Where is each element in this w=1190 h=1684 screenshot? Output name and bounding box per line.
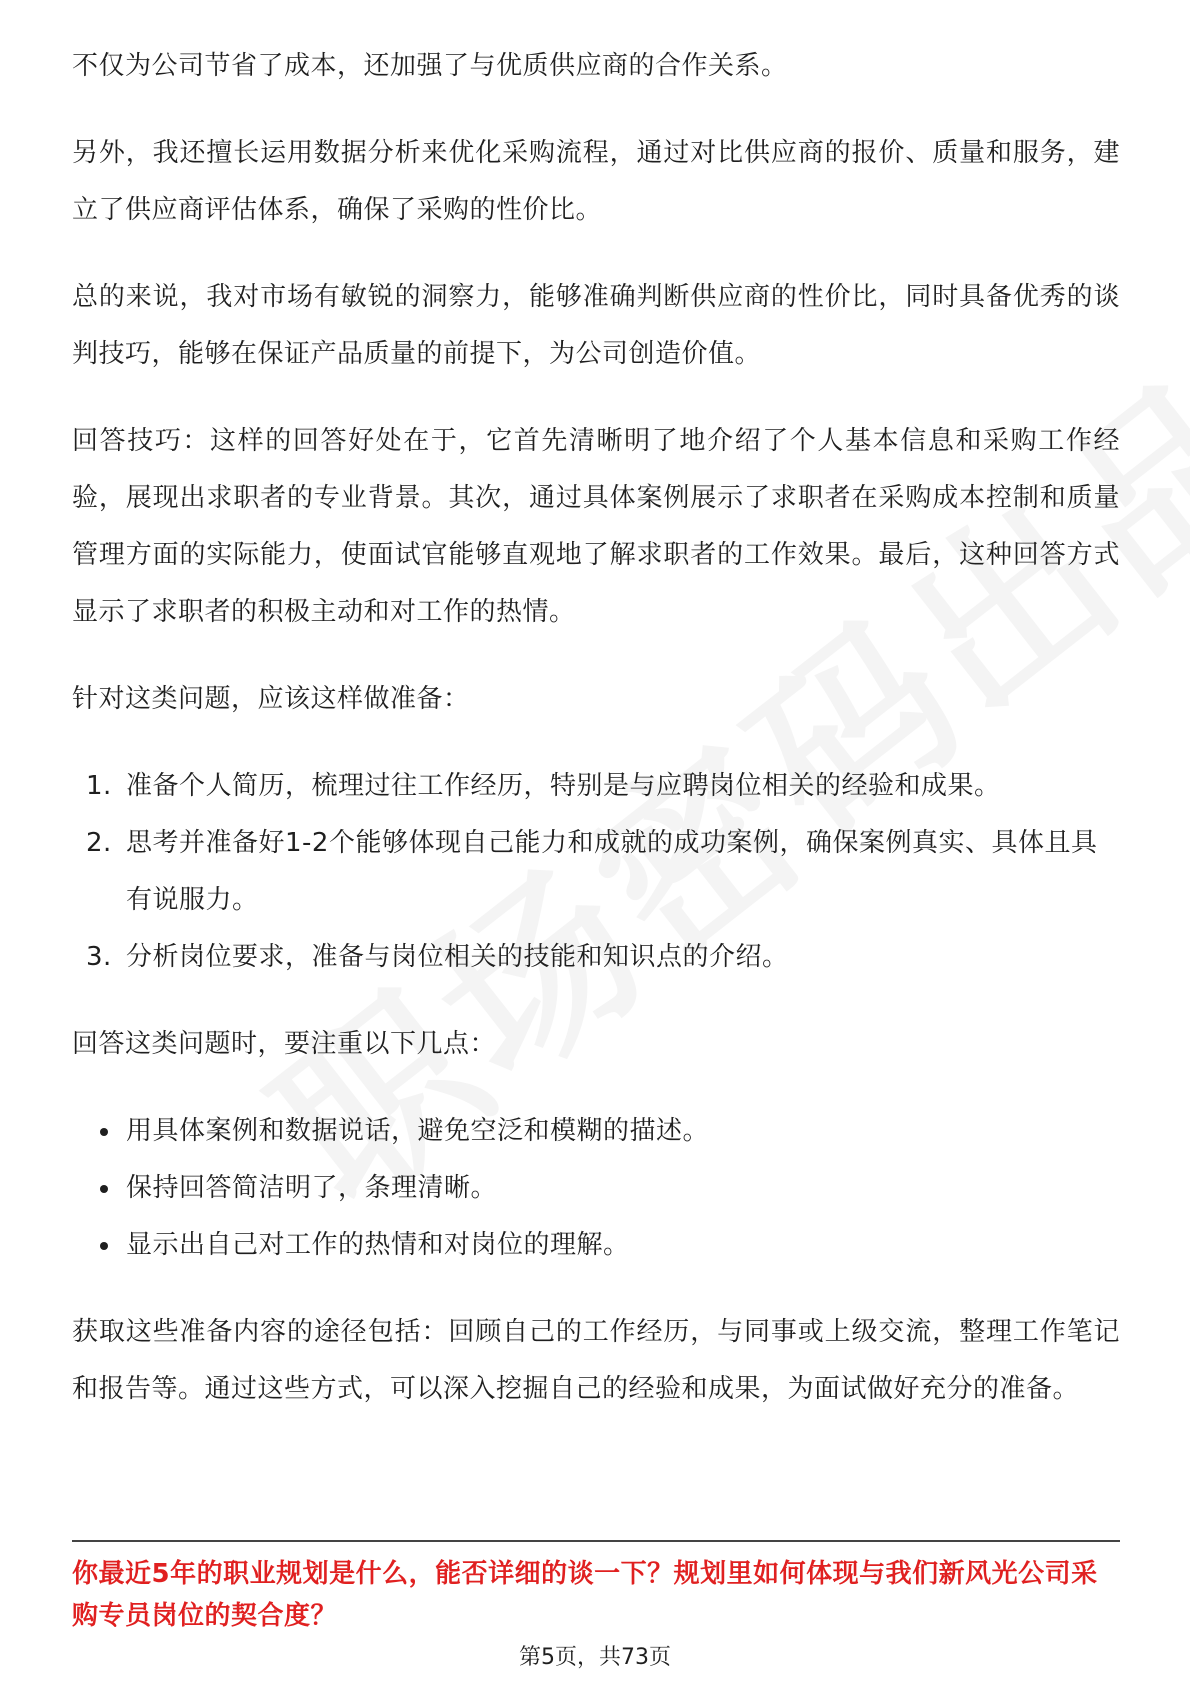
list-number: 2.: [86, 828, 112, 858]
preparation-steps-list: [72, 758, 1120, 986]
list-item: [72, 1103, 1120, 1160]
section-divider: [72, 1540, 1120, 1542]
points-intro: 回答这类问题时，要注重以下几点：: [72, 1029, 497, 1059]
list-item: [72, 758, 1120, 815]
page-number: 第5页，共73页: [519, 1645, 671, 1670]
next-question-heading: 你最近5年的职业规划是什么，能否详细的谈一下？规划里如何体现与我们新风光公司采购专员岗位的契合度？: [72, 1559, 1098, 1631]
list-item-text: 用具体案例和数据说话，避免空泛和模糊的描述。: [126, 1116, 710, 1146]
list-item: [72, 929, 1120, 986]
list-item: [72, 815, 1120, 929]
answer-tips-paragraph: 回答技巧：这样的回答好处在于，它首先清晰明了地介绍了个人基本信息和采购工作经验，展现出求职者的专业背景。其次，通过具体案例展示了求职者在采购成本控制和质量管理方面的实际能力，使面试官能够直观地了解求职者的工作效果。最后，这种回答方式显示了求职者的积极主动和对工作的热情。: [72, 426, 1120, 627]
paragraph-3: 总的来说，我对市场有敏锐的洞察力，能够准确判断供应商的性价比，同时具备优秀的谈判技巧，能够在保证产品质量的前提下，为公司创造价值。: [72, 282, 1120, 369]
bullet-icon: [100, 1242, 108, 1250]
paragraph-1: 不仅为公司节省了成本，还加强了与优质供应商的合作关系。: [72, 51, 788, 81]
sources-paragraph: 获取这些准备内容的途径包括：回顾自己的工作经历，与同事或上级交流，整理工作笔记和报告等。通过这些方式，可以深入挖掘自己的经验和成果，为面试做好充分的准备。: [72, 1317, 1120, 1404]
list-number: 1.: [86, 771, 112, 801]
page-content: [72, 38, 1120, 1448]
bullet-icon: [100, 1185, 108, 1193]
list-item-text: 分析岗位要求，准备与岗位相关的技能和知识点的介绍。: [126, 942, 789, 972]
list-number: 3.: [86, 942, 112, 972]
list-item: [72, 1160, 1120, 1217]
preparation-intro: 针对这类问题，应该这样做准备：: [72, 684, 470, 714]
list-item-text: 准备个人简历，梳理过往工作经历，特别是与应聘岗位相关的经验和成果。: [126, 771, 1001, 801]
list-item-text: 保持回答简洁明了，条理清晰。: [126, 1173, 498, 1203]
bullet-icon: [100, 1128, 108, 1136]
key-points-list: [72, 1103, 1120, 1274]
list-item-text: 显示出自己对工作的热情和对岗位的理解。: [126, 1230, 630, 1260]
list-item: [72, 1217, 1120, 1274]
paragraph-2: 另外，我还擅长运用数据分析来优化采购流程，通过对比供应商的报价、质量和服务，建立了供应商评估体系，确保了采购的性价比。: [72, 138, 1120, 225]
list-item-text: 思考并准备好1-2个能够体现自己能力和成就的成功案例，确保案例真实、具体且具有说服力。: [126, 828, 1098, 915]
